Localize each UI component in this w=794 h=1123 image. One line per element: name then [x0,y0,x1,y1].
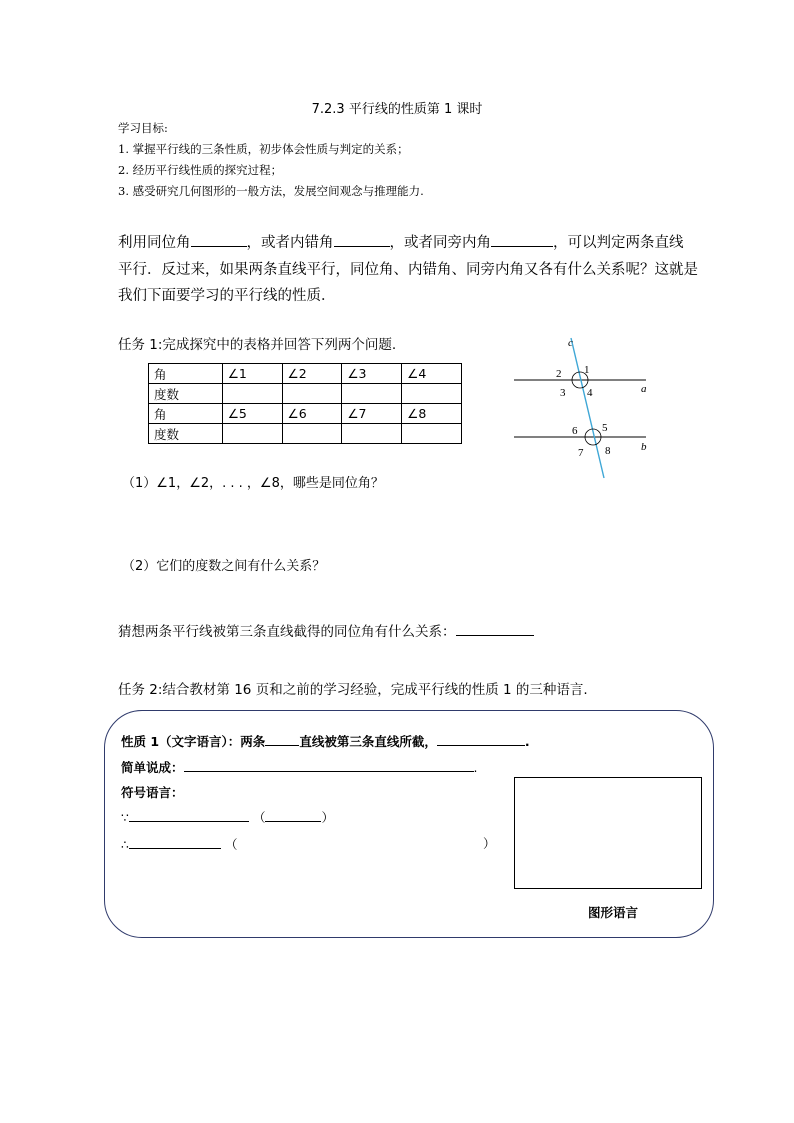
property-text: 直线被第三条直线所截， [299,734,437,749]
table-input-cell[interactable] [222,384,282,404]
label-a: a [641,383,647,395]
because-line [121,807,334,826]
task2-label: 任务 2:结合教材第 16 页和之前的学习经验，完成平行线的性质 1 的三种语言. [118,682,588,698]
answer-blank[interactable] [265,731,299,746]
table-input-cell[interactable] [222,424,282,444]
angle-label-1: 1 [584,364,590,376]
table-cell: ∠6 [282,404,342,424]
table-input-cell[interactable] [282,424,342,444]
table-row [149,424,462,444]
table-input-cell[interactable] [402,424,462,444]
intro-text: 利用同位角 [118,235,191,251]
objective-item: 1. 掌握平行线的三条性质，初步体会性质与判定的关系； [118,142,409,156]
page-title: 7.2.3 平行线的性质第 1 课时 [311,102,483,117]
answer-blank[interactable] [456,621,534,636]
conjecture-text: 猜想两条平行线被第三条直线截得的同位角有什么关系： [118,624,456,640]
table-cell: ∠5 [222,404,282,424]
table-input-cell[interactable] [402,384,462,404]
reason-blank[interactable] [265,807,321,822]
angle-label-7: 7 [578,447,584,459]
table-cell: ∠3 [342,364,402,384]
table-cell: ∠4 [402,364,462,384]
table-cell: 度数 [149,384,223,404]
answer-blank[interactable] [191,232,247,247]
table-cell: 度数 [149,424,223,444]
symbol-label: 符号语言： [121,785,184,800]
table-cell: ∠1 [222,364,282,384]
brief-line [121,757,478,776]
table-cell: 角 [149,404,223,424]
answer-blank[interactable] [129,834,221,849]
question-2: （2）它们的度数之间有什么关系？ [122,559,326,574]
conjecture-line [118,620,534,640]
table-input-cell[interactable] [342,424,402,444]
transversal-c [571,338,604,478]
answer-blank[interactable] [437,731,525,746]
question-1: （1）∠1，∠2，. . . ，∠8，哪些是同位角？ [122,476,384,491]
label-c: c [568,337,573,349]
table-row [149,404,462,424]
angle-label-8: 8 [605,445,611,457]
table-row [149,364,462,384]
table-input-cell[interactable] [342,384,402,404]
task1-label: 任务 1:完成探究中的表格并回答下列两个问题. [118,337,397,353]
angle-label-4: 4 [587,387,593,399]
paren-close: ） [483,836,496,851]
intro-text: ，或者内错角 [246,235,334,251]
label-b: b [641,441,647,453]
intro-text: ，可以判定两条直线 [553,235,684,251]
figure-drawing-box[interactable] [514,777,702,889]
figure-caption: 图形语言 [588,905,639,920]
answer-blank[interactable] [334,232,390,247]
intro-line-1 [118,231,684,252]
objective-item: 2. 经历平行线性质的探究过程； [118,163,283,177]
answer-blank[interactable] [129,807,249,822]
angle-label-3: 3 [560,387,566,399]
brief-label: 简单说成： [121,760,184,775]
property-label: 性质 1（文字语言）：两条 [121,734,266,749]
angle-label-5: 5 [602,422,608,434]
intro-line-2: 平行．反过来，如果两条直线平行，同位角、内错角、同旁内角又各有什么关系呢？这就是 [118,262,698,278]
property-end: . [524,734,530,749]
answer-blank[interactable] [184,757,474,772]
objectives-heading: 学习目标: [118,121,168,135]
because-symbol: ∵ [121,810,129,825]
therefore-symbol: ∴ [121,837,129,852]
angle-table [148,363,462,444]
objective-item: 3. 感受研究几何图形的一般方法，发展空间观念与推理能力. [118,184,424,198]
angle-label-6: 6 [572,425,578,437]
text-language-line [121,731,530,750]
paren-open: （ [224,837,238,852]
table-cell: ∠2 [282,364,342,384]
brief-end: . [473,760,478,775]
paren-open: （ [252,810,266,825]
angle-label-2: 2 [556,368,562,380]
table-cell: ∠7 [342,404,402,424]
table-row [149,384,462,404]
paren-close: ） [321,810,334,825]
parallel-lines-figure [508,332,658,482]
therefore-line [121,834,237,853]
intro-text: ，或者同旁内角 [389,235,491,251]
table-cell: 角 [149,364,223,384]
table-cell: ∠8 [402,404,462,424]
intro-line-3: 我们下面要学习的平行线的性质． [118,288,336,304]
answer-blank[interactable] [491,232,553,247]
table-input-cell[interactable] [282,384,342,404]
